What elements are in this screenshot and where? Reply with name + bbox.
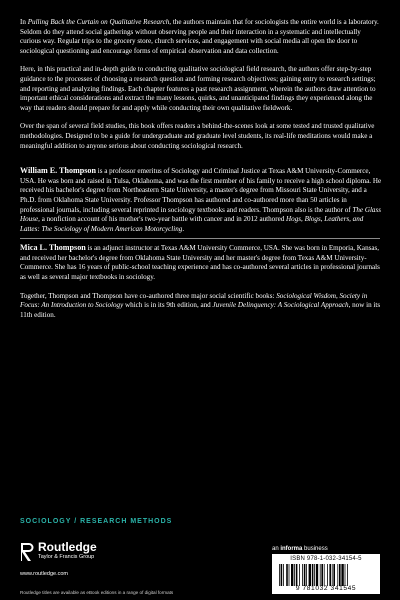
- author-bio-mica: Mica L. Thompson is an adjunct instructor at Texas A&M University Commerce, USA. She was born in Emporia, Kansas, and received her bachelor's degree from Oklahoma State University and her master's degree from Texas A&M University-Commerce. She has 16 years of public-school teaching experience and has co-authored several articles in professional journals as well as several major textbooks in sociology.: [20, 243, 380, 282]
- author-name-mica: Mica L. Thompson: [20, 243, 86, 253]
- isbn-label: ISBN 978-1-032-34154-5: [290, 556, 362, 562]
- intro-paragraph-1: In Pulling Back the Curtain on Qualitative Research, the authors maintain that for sociologists the entire world is a laboratory. Seldom do they attend social gatherings without observing people and their interaction in a systematic and intellectually curious way. Regular trips to the grocery store, church services, and engagement with social media all open the door to sociological questioning and encourage forms of empirical observation and data collection.: [20, 18, 379, 55]
- publisher-group: Taylor & Francis Group: [38, 554, 95, 560]
- routledge-logo-icon: [20, 542, 34, 562]
- intro-paragraph-3: Over the span of several field studies, this book offers readers a behind-the-scenes look at some tested and trusted qualitative methodologies. Designed to be a guide for undergraduate and graduate level students, its real-life meditations would make a meaningful addition to anyone serious about conducting sociological research.: [20, 122, 375, 150]
- cover-text-block: [20, 18, 382, 329]
- section-divider: [20, 238, 380, 239]
- book-title: Pulling Back the Curtain on Qualitative Research: [27, 18, 170, 26]
- coauthored-books: Together, Thompson and Thompson have co-authored three major social scientific books: Sociological Wisdom, Society in Focus: An Introduction to Sociology which is in its 9th edition, and Juvenile Delinquency: A Sociological Approach, now in its 11th edition.: [20, 291, 381, 319]
- publisher-name: Routledge: [38, 540, 97, 554]
- subject-category: SOCIOLOGY / RESEARCH METHODS: [20, 518, 173, 525]
- publisher-logo: [20, 540, 140, 566]
- publisher-website: www.routledge.com: [20, 571, 68, 577]
- author-bio-william: William E. Thompson is a professor emeritus of Sociology and Criminal Justice at Texas A&M University-Commerce, USA. He was born and raised in Tulsa, Oklahoma, and was the first member of his family to receive a high school diploma. He received his bachelor's degree from Northeastern State University, a master's degree from Missouri State University, and a Ph.D. from Oklahoma State University. Professor Thompson has authored and co-authored more than 50 articles in professional journals, including several reprinted in sociology textbooks and readers. Thompson also is the author of The Glass House, a nonfiction account of his mother's two-year battle with cancer and in 2012 authored Hogs, Blogs, Leathers, and Lattes: The Sociology of Modern American Motorcycling.: [20, 166, 382, 233]
- informa-imprint: an informa business: [272, 546, 328, 552]
- barcode-icon: [278, 564, 374, 586]
- intro-paragraph-2: Here, in this practical and in-depth guide to conducting qualitative sociological field research, the authors offer step-by-step guidance to the processes of choosing a research question and forming research objectives; gaining entry to research settings; and reporting and analyzing findings. Each chapter features a past research assignment, wherein the authors draw attention to important ethical considerations and extract the many lessons, quirks, and unanticipated findings they experienced along the way that readers should prepare for and apply while conducting their own qualitative fieldwork.: [20, 65, 376, 112]
- barcode-digits: 9 781032 341545: [295, 585, 357, 592]
- barcode-block: [272, 554, 380, 594]
- author-name-william: William E. Thompson: [20, 166, 96, 176]
- ebook-footnote: Routledge titles are available as eBook editions in a range of digital formats: [20, 590, 174, 595]
